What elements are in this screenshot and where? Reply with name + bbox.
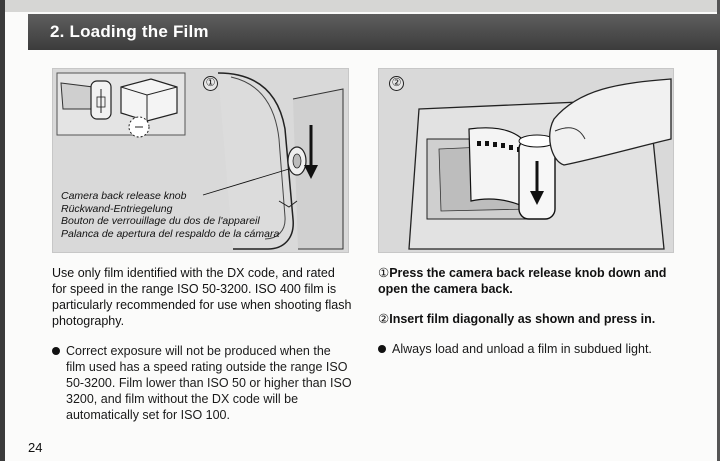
light-note-text: Always load and unload a film in subdued light.: [392, 342, 652, 356]
film-box-shape: [121, 79, 177, 121]
caption-line-es: Palanca de apertura del respaldo de la cámara: [61, 227, 280, 240]
exposure-note-text: Correct exposure will not be produced when the film used has a speed rating outside the range ISO 50-3200. Film lower than ISO 50 or higher than ISO 3200, and film without the DX code will be automatically set for ISO 100.: [66, 344, 352, 422]
figure-2-number: ②: [389, 76, 404, 91]
light-note: [378, 341, 668, 357]
section-header-bar: [28, 14, 720, 50]
figure-1-number: ①: [203, 76, 218, 91]
film-insert-illustration: [379, 69, 673, 252]
intro-paragraph: Use only film identified with the DX code, and rated for speed in the range ISO 50-3200. ISO 400 film is particularly recommended for use when shooting flash photography.: [52, 266, 352, 328]
section-title: 2. Loading the Film: [50, 22, 209, 41]
caption-line-en: Camera back release knob: [61, 190, 187, 202]
film-leader-shape: [61, 83, 93, 109]
caption-line-fr: Bouton de verrouillage du dos de l'appareil: [61, 215, 260, 227]
exposure-note: [52, 343, 352, 423]
bullet-icon: [378, 345, 386, 353]
step-2-number: ②: [378, 312, 390, 326]
step-1-number: ①: [378, 266, 390, 280]
bullet-icon: [52, 347, 60, 355]
figure-2-panel: [378, 68, 674, 253]
caption-line-de: Rückwand-Entriegelung: [61, 202, 173, 215]
step-1: [378, 265, 678, 297]
figure-1-caption: [61, 190, 279, 240]
scan-left-edge: [0, 0, 5, 461]
figure-1-panel: [52, 68, 349, 253]
page-number: 24: [28, 440, 43, 455]
step-1-text: Press the camera back release knob down and open the camera back.: [378, 266, 667, 296]
step-2-text: Insert film diagonally as shown and press in.: [389, 312, 656, 326]
step-2: [378, 311, 678, 327]
scan-top-edge: [0, 0, 720, 12]
